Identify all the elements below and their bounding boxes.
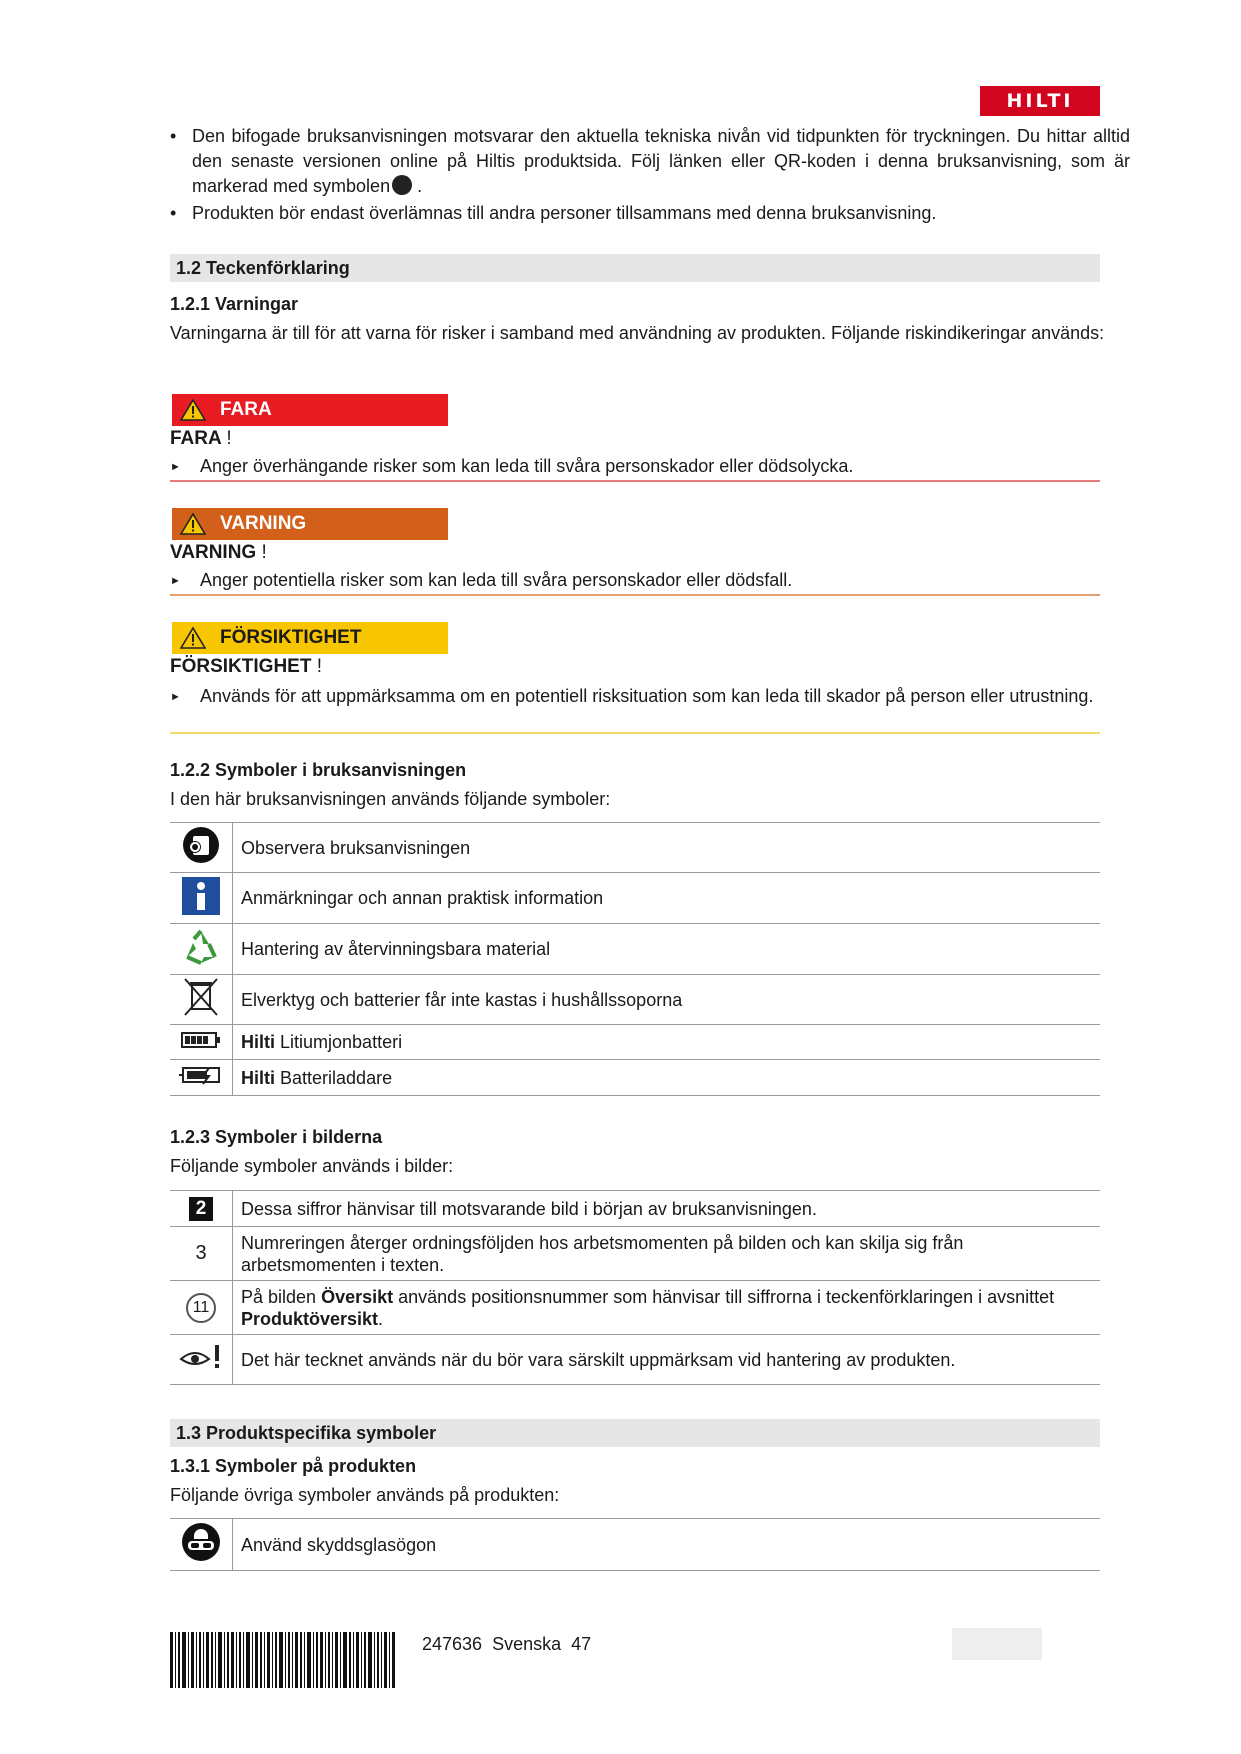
warning-divider	[170, 480, 1100, 482]
symbols-intro-text: I den här bruksanvisningen används följande symboler:	[170, 789, 611, 809]
symbols-table-manual	[170, 822, 1100, 1096]
heading-1-2-1: 1.2.1 Varningar	[170, 294, 299, 314]
warning-triangle-icon	[180, 626, 206, 650]
warning-label-forsiktighet	[172, 622, 448, 654]
warning-text-fara: ► Anger överhängande risker som kan leda till svåra personskador eller dödsolycka.	[170, 456, 854, 476]
warning-title-varning: VARNING !	[170, 542, 267, 563]
table-row	[170, 1335, 1100, 1385]
symbol-description: Hilti Batteriladdare	[233, 1060, 1101, 1096]
intro-bullet-1-end: .	[417, 176, 423, 196]
intro-bullets	[170, 124, 1130, 228]
warning-label-text: VARNING	[220, 513, 307, 534]
warning-text-forsiktighet: ► Används för att uppmärksamma om en potentiell risksituation som kan leda till skador på person eller utrustning.	[170, 686, 1094, 706]
heading-1-2-3: 1.2.3 Symboler i bilderna	[170, 1127, 383, 1147]
safety-glasses-icon	[180, 1521, 222, 1563]
intro-bullet-1	[170, 124, 1130, 199]
info-icon	[181, 876, 221, 916]
heading-1-3-1: 1.3.1 Symboler på produkten	[170, 1456, 417, 1476]
warnings-intro-text: Varningarna är till för att varna för risker i samband med användning av produkten. Följande riskindikeringar används:	[170, 323, 1105, 343]
eye-attention-icon	[179, 1343, 223, 1371]
intro-bullet-1-text: Den bifogade bruksanvisningen motsvarar den aktuella tekniska nivån vid tidpunkten för tryckningen. Du hittar alltid den senaste versionen online på Hiltis produktsida. Följ länken eller QR-koden i denna bruksanvisning, som är markerad med symbolen	[192, 126, 1130, 196]
table-row	[170, 873, 1100, 924]
symbols-table-product	[170, 1518, 1100, 1571]
table-row	[170, 1281, 1100, 1335]
figure-symbols-intro-text: Följande symboler används i bilder:	[170, 1156, 454, 1176]
warning-text-varning: ► Anger potentiella risker som kan leda till svåra personskador eller dödsfall.	[170, 570, 793, 590]
warning-title-forsiktighet: FÖRSIKTIGHET !	[170, 656, 323, 677]
warning-title-fara: FARA !	[170, 428, 232, 449]
footer-page-info: 247636 Svenska 47	[422, 1634, 592, 1654]
manual-icon	[181, 825, 221, 865]
symbol-description: På bilden Översikt används positionsnummer som hänvisar till siffrorna i teckenförklaringen i avsnittet Produktöversikt.	[233, 1281, 1101, 1335]
intro-bullet-2: • Produkten bör endast överlämnas till andra personer tillsammans med denna bruksanvisning.	[170, 201, 1130, 226]
figure-number-icon: 2	[189, 1197, 213, 1221]
table-row	[170, 823, 1100, 873]
table-row	[170, 975, 1100, 1025]
section-title-1-3: 1.3 Produktspecifika symboler	[170, 1419, 1100, 1447]
recycle-icon	[181, 927, 221, 967]
table-row	[170, 1025, 1100, 1060]
symbols-table-figures	[170, 1190, 1100, 1385]
barcode	[170, 1632, 396, 1688]
symbol-description: Observera bruksanvisningen	[233, 823, 1101, 873]
warning-label-text: FARA	[220, 399, 272, 420]
hilti-logo: HILTI	[980, 86, 1100, 116]
symbol-description: Numreringen återger ordningsföljden hos arbetsmomenten på bilden och kan skilja sig från arbetsmomenten i texten.	[233, 1227, 1101, 1281]
position-number-icon: 11	[186, 1293, 216, 1323]
symbol-description: Elverktyg och batterier får inte kastas i hushållssoporna	[233, 975, 1101, 1025]
battery-icon	[181, 1031, 221, 1049]
warning-triangle-icon	[180, 398, 206, 422]
crossed-bin-icon	[181, 975, 221, 1019]
table-row	[170, 1191, 1100, 1227]
warning-divider	[170, 732, 1100, 734]
warning-label-varning	[172, 508, 448, 540]
product-symbols-intro-text: Följande övriga symboler används på produkten:	[170, 1485, 560, 1505]
table-row	[170, 1060, 1100, 1096]
symbol-description: Hantering av återvinningsbara material	[233, 924, 1101, 975]
footer-placeholder-box	[952, 1628, 1042, 1660]
symbol-description: Hilti Litiumjonbatteri	[233, 1025, 1101, 1060]
symbol-description: Använd skyddsglasögon	[233, 1519, 1101, 1571]
warning-triangle-icon	[180, 512, 206, 536]
section-title-1-2: 1.2 Teckenförklaring	[170, 254, 1100, 282]
symbol-description: Det här tecknet används när du bör vara särskilt uppmärksam vid hantering av produkten.	[233, 1335, 1101, 1385]
symbol-description: Anmärkningar och annan praktisk information	[233, 873, 1101, 924]
charger-icon	[179, 1064, 223, 1086]
warning-label-fara	[172, 394, 448, 426]
symbol-description: Dessa siffror hänvisar till motsvarande bild i början av bruksanvisningen.	[233, 1191, 1101, 1227]
warning-divider	[170, 594, 1100, 596]
heading-1-2-2: 1.2.2 Symboler i bruksanvisningen	[170, 760, 467, 780]
qr-link-icon	[392, 175, 412, 195]
table-row	[170, 924, 1100, 975]
step-number-icon: 3	[195, 1242, 207, 1264]
warning-label-text: FÖRSIKTIGHET	[220, 627, 362, 648]
table-row	[170, 1519, 1100, 1571]
table-row	[170, 1227, 1100, 1281]
